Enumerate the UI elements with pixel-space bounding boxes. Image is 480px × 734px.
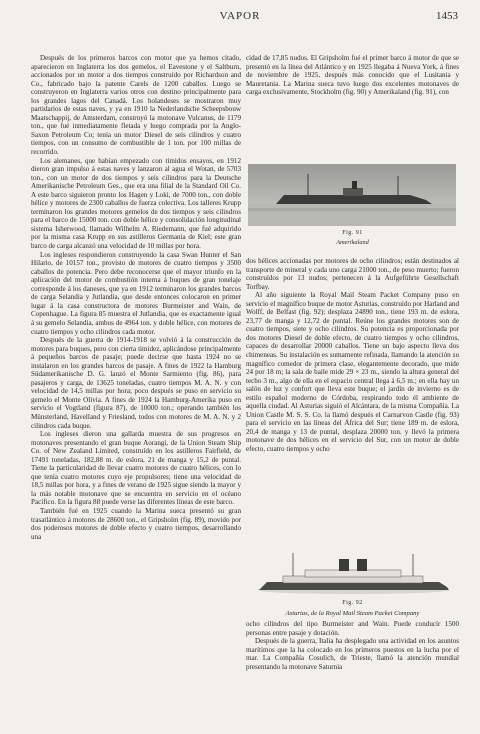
figure-92-caption [246,600,459,617]
ship-photo-asturias [253,550,453,594]
figure-caption: Asturias, de la Royal Mail Steam Packet Company [285,610,420,617]
running-title: VAPOR [219,10,261,22]
figure-number: Fig. 92 [342,600,363,606]
figure-number: Fig. 91 [342,230,363,236]
paragraph: Después de los primeros barcos con motor que ya hemos citado, aparecieron en Inglaterra los dos gemelos, el Eavestone y el Saltburn, accionados por un motor a dos tiempos construído por Richardson and Co., fabricado bajo la patente Carels de 1200 caballos. Luego se construyeron en Inglaterra varios otros con destino principalmente para los grandes lagos del Canadá. Los holandeses se mostraron muy partidarios de estas naves, y ya en 1910 la Nederlandsche Scheepsbouw Maatschappij, de Amsterdam, construyó la motonave Vulcanus, de 1179 ton., que fué inmediatamente fletada y luego comprada por la Anglo-Saxon Petroleum Co; tenía un motor Diesel de seis cilindros y cuatro tiempos, con un consumo de combustible de 1 ton. por 100 millas de recorrido. [31,54,241,157]
paragraph: ocho cilindros del tipo Burmeister and Wain. Puede conducir 1500 personas entre pasaje y dotación. [246,620,459,637]
paragraph: dos hélices accionadas por motores de ocho cilindros; están destinados al transporte de mineral y cada uno carga 21000 ton., de peso muerto; fueron construídos por 13 nudos; pertenecen á la Aufgeführte Gesellschaft Torfbay. [246,257,459,291]
left-column [31,54,241,726]
right-column-bottom [246,620,459,726]
paragraph: Los ingleses dieron una gallarda muestra de sus progresos en motonaves presentando el gran buque Aorangi, de la Union Steam Ship Co. of New Zealand Limited, construído en los astilleros Fairfield, de 17491 toneladas, 182,88 m. de eslora, 21 de manga y 15,2 de puntal. Tiene la particularidad de llevar cuatro motores de cuatro hélices, con lo que tenía cuatro motores cuyo eje propulsores; tiene una velocidad de 18,5 millas por hora, y a fines de verano de 1925 sigue siendo la mayor y la más notable motonave que se encuentra en servicio en el océano Pacífico. En la figura 88 puede verse las diferentes líneas de este barco. [31,430,241,507]
paragraph: También fué en 1925 cuando la Marina sueca presentó su gran trasatlántico á motores de 28600 ton., el Gripsholm (fig. 89), movido por dos poderosos motores de doble efecto y cuatro tiempos, desarrollando una [31,506,241,541]
figure-91-caption [246,230,459,246]
paragraph: Los ingleses respondieron construyendo la casa Swan Hunter el San Hilario, de 10157 ton., provisto de motores de cuatro tiempos y 3500 caballos de potencia. Pero debe reconocerse que el mayor triunfo en la aplicación del motor de combustión interna á buques de gran tonelaje corresponde á los daneses, que ya en 1912 terminaron los grandes barcos de carga Selandia y Jutlandia, que desde entonces colocaron en primer lugar á la casa constructora de motores Burmeister and Wain, de Copenhague. La figura 85 muestra el Jutlandia, que es exactamente igual á su gemelo Selandia, ambos de 4964 ton. y doble hélice, con motores de cuatro tiempos y ocho cilindros cada motor. [31,250,241,336]
paragraph: Después de la guerra de 1914-1918 se volvió á la construcción de motores para buques, pero con cierta timidez, aplicándose principalmente á pequeños barcos de pasaje; puede decirse que hasta 1924 no se instalaron en los grandes barcos de pasaje. A fines de 1922 la Hamburg Südamerikanische D. G. lanzó el Monte Sarmiento (fig. 86), para pasajeros y carga, de 13625 toneladas, cuatro tiempos M. A. N. y con velocidad de 14,5 millas por hora; poco después se puso en servicio su gemelo el Monte Olivia. A fines de 1924 la Hamburg-Amerika puso en servicio el Vogtland (figura 87), de 10000 ton.; operando también los Münsterland, Havelland y Friesland, todos con motores de M. A. N. y 2 cilindros cada buque. [31,336,241,430]
paragraph: cidad de 17,85 nudos. El Gripsholm fué el primer barco á motor de que se presentó en la línea del Atlántico y en 1925 llegaba á Nueva York, á fines de noviembre de 1925, después más conocido que el Lusitania y Mauretania. La Marina sueca tuvo luego dos excelentes motonaves de carga exclusivamente, Stockholm (fig. 90) y Amerikaland (fig. 91), con [246,54,459,97]
right-column-top [246,54,459,162]
right-column-middle [246,257,459,545]
paragraph: Después de la guerra, Italia ha desplegado una actividad en los asuntos marítimos que la ha colocado en los primeros puestos en la lucha por el mar. La Compañía Cosulich, de Trieste, llamó la atención mundial presentando la motonave Saturnia [246,637,459,671]
page-header [0,10,480,26]
paragraph: Los alemanes, que habían empezado con tímidos ensayos, en 1912 dieron gran impulso á estas naves y lanzaron al agua el Wotan, de 5703 ton., con un motor de dos tiempos y seis cilindros para la Deutsche Amerikanische Petroleum Ges., que era una filial de la Standard Oil Co. A este barco siguieron pronto los Hagen y Loki, de 7000 ton., con doble hélice y motores de 2300 caballos de fuerza colectiva. Los talleres Krupp terminaron los grandes motores gemelos de dos tiempos y seis cilindros para el barco de 15000 ton. con doble hélice y consolidación longitudinal sistema Isherwood, llamado Wilhelm A. Riedemann, que fué adquirido por la misma casa Krupp en sus astilleros Germania de Kiel; este gran barco de carga alcanzó una velocidad de 10 millas por hora. [31,156,241,251]
page-number: 1453 [436,10,458,22]
figure-caption: Amerikaland [336,239,369,246]
ship-photo-amerikaland [248,164,456,226]
paragraph: Al año siguiente la Royal Mail Steam Packet Company puso en servicio el magnífico buque de motor Asturias, construído por Harland and Wolff, de Belfast (fig. 92); desplaza 24890 ton., tiene 193 m. de eslora, 23,77 de manga y 12,72 de puntal. Reúne los grandes motores son de cuatro tiempos, siete y ocho cilindros. Su potencia es proporcionada por dos motores Diesel de doble efecto, de cuatro tiempos y ocho cilindros, capaces de desarrollar 20000 caballos. Tiene un bajo aspecto lleva dos chimeneas. Su instalación es sumamente refinada, llamando la atención su magnífico comedor de primera clase, elegantemente decorado, que mide 24 por 18 m; la sala de baile mide 29 × 23 m., siendo la altura general del techo 3 m., algo de ella en el espacio central llega á 6,5 m.; en ella hay un salón de luz y confort que lleva este buque; el jardín de invierno es de estilo español moderno de Córdoba, respirando todo él ambiente de aquella ciudad. Al Asturias siguió el Alcántara, de la misma Compañía. La Union Castle M. S. S. Co. la llamó después el Carnarvon Castle (fig. 93) para el servicio en las líneas del África del Sur; tiene 189 m. de eslora, 20,4 de manga y 13 de puntal, desplaza 20000 ton. y llevó la primera motonave de dos hélices en el servicio del Sur, con un motor de doble efecto, cuatro tiempos y ocho [246,291,459,454]
